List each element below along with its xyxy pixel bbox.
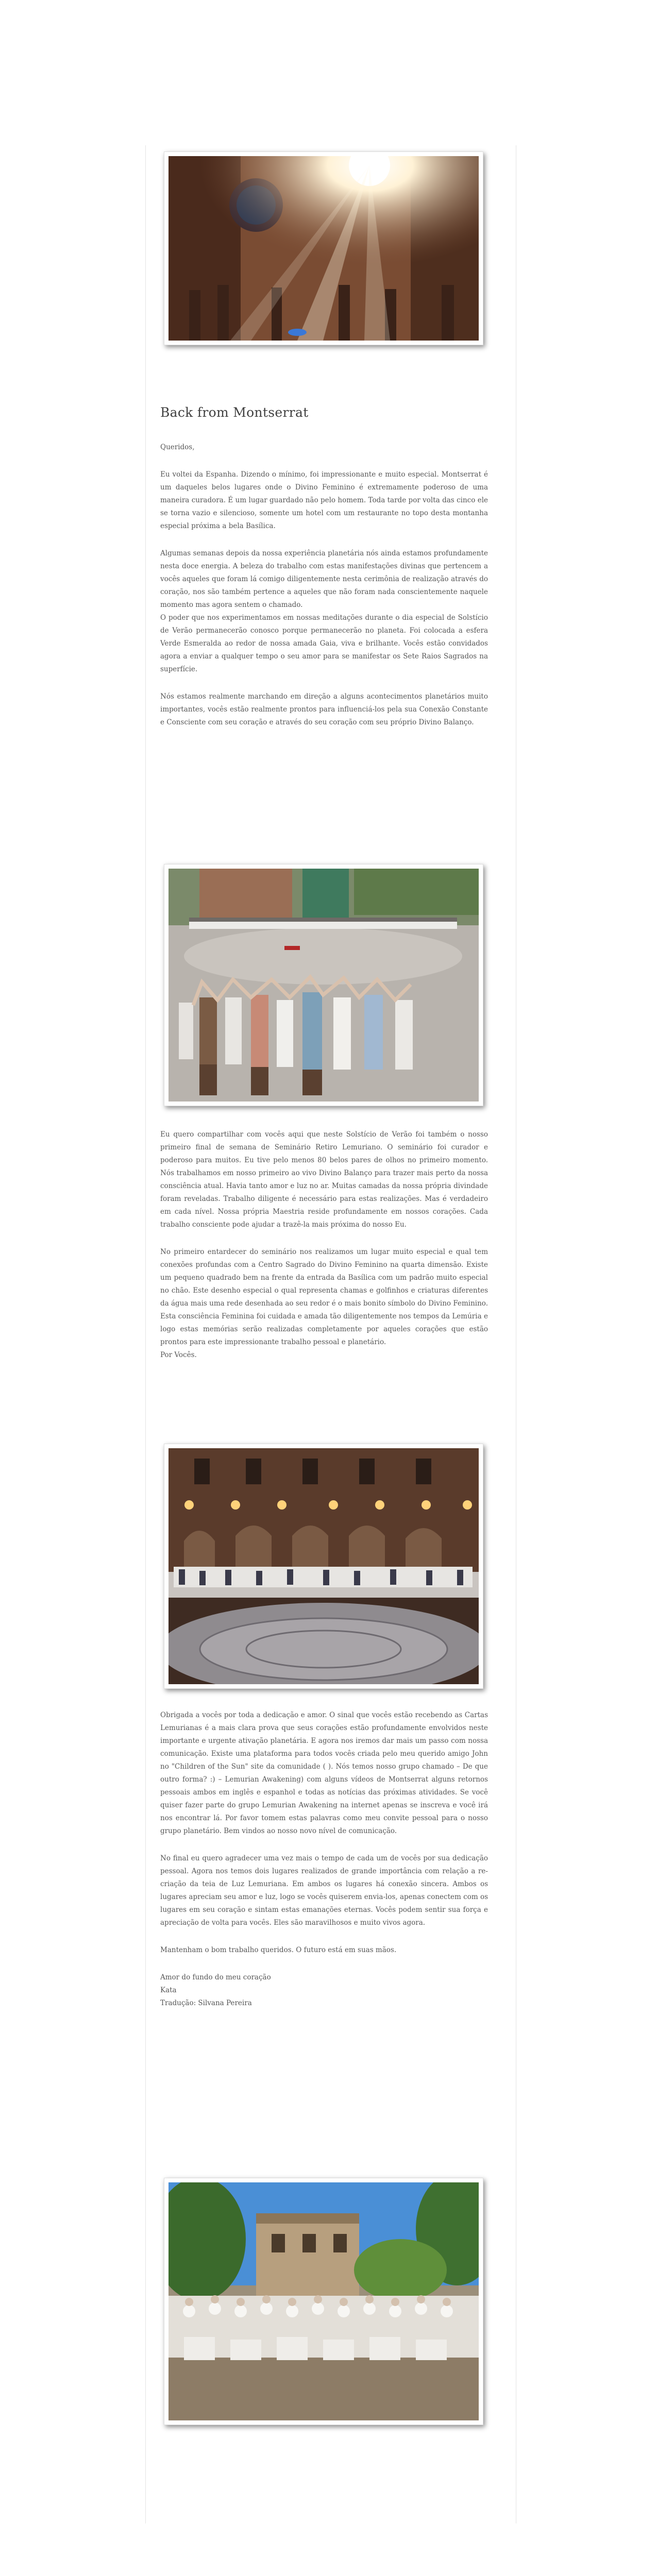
photo-canvas — [169, 869, 479, 1101]
basilica-illustration — [169, 156, 479, 341]
paragraph: Por Vocês. — [160, 1351, 197, 1359]
paragraph: Nós estamos realmente marchando em direção a alguns acontecimentos planetários muito importantes, vocês estão realmente prontos para influenciá-los pela sua Conexão Constante e Consciente com seu coração e através do seu coração com seu próprio Divino Balanço. — [160, 692, 488, 726]
photo-canvas — [169, 1448, 479, 1684]
photo-canvas — [169, 2182, 479, 2420]
paragraph: Obrigada a vocês por toda a dedicação e amor. O sinal que vocês estão recebendo as Cartas Lemurianas é a mais clara prova que seus corações estão profundamente envolvidos neste importante e urgente ativação planetária. E agora nos iremos dar mais um passo com nossa comunicação. Existe uma plataforma para todos vocês criada pelo meu querido amigo John no "Children of the Sun" site da comunidade ( ). Nós temos nosso grupo chamado – De que outro forma? :) – Lemurian Awakening) com alguns vídeos de Montserrat alguns retornos pessoais ambos em inglês e espanhol e todas as notícias das próximas atividades. Se você quiser fazer parte do grupo Lemurian Awakening na internet apenas se inscreva e você irá nos encontrar lá. Por favor tomem estas palavras como meu convite pessoal para o nosso grupo planetário. Bem vindos ao nosso novo nível de comunicação. — [160, 1711, 488, 1835]
signature-line: Kata — [160, 1986, 177, 1994]
paragraph: No final eu quero agradecer uma vez mais o tempo de cada um de vocês por sua dedicação pessoal. Agora nos temos dois lugares realizados de grande importância com relação a re-criação da teia de Luz Lemuriana. Em ambos os lugares há conexão sincera. Ambos os lugares apreciam seu amor e luz, logo se vocês quiserem envia-los, apenas conectem com os lugares em seu coração e sintam estas emanações eternas. Vocês podem sentir sua força e apreciação de volta para vocês. Eles são maravilhosos e muito vivos agora. — [160, 1854, 488, 1927]
courtyard-gathering-photo[interactable] — [164, 1444, 483, 1689]
group-outdoor-photo[interactable] — [164, 2178, 483, 2425]
group-illustration — [169, 2182, 479, 2420]
post-body-part-3 — [160, 1709, 488, 2010]
circle-of-people-photo[interactable] — [164, 864, 483, 1106]
basilica-interior-photo[interactable] — [164, 151, 483, 345]
photo-canvas — [169, 156, 479, 341]
circle-illustration — [169, 869, 479, 1101]
post-body-part-2 — [160, 1128, 488, 1362]
paragraph: Eu quero compartilhar com vocês aqui que neste Solstício de Verão foi também o nosso primeiro final de semana de Seminário Retiro Lemuriano. O seminário foi curador e poderoso para muitos. Eu tive pelo menos 80 belos pares de olhos no primeiro momento. Nós trabalhamos em nosso primeiro ao vivo Divino Balanço para trazer mais perto da nossa consciência atual. Havia tanto amor e luz no ar. Muitas camadas da nossa própria divindade foram reveladas. Trabalho diligente é necessário para estas realizações. Mas é verdadeiro em cada nível. Nossa própria Maestria reside profundamente em nossos corações. Cada trabalho consciente pode ajudar a trazê-la mais próxima do nosso Eu. — [160, 1130, 488, 1229]
paragraph: No primeiro entardecer do seminário nos realizamos um lugar muito especial e qual tem conexões profundas com a Centro Sagrado do Divino Feminino na quarta dimensão. Existe um pequeno quadrado bem na frente da entrada da Basílica com um padrão muito especial no chão. Este desenho especial o qual representa chamas e golfinhos e criaturas diferentes da água mais uma rede desenhada ao seu redor é o mais bonito símbolo do Divino Feminino. Esta consciência Feminina foi cuidada e amada tão diligentemente nos tempos da Lemúria e logo estas memórias serão realizadas completamente por aqueles corações que estão prontos para este impressionante trabalho pessoal e planetário. — [160, 1248, 488, 1346]
paragraph: Eu voltei da Espanha. Dizendo o mínimo, foi impressionante e muito especial. Montserrat é um daqueles belos lugares onde o Divino Feminino é extremamente poderoso de uma maneira curadora. É um lugar guardado não pelo homem. Toda tarde por volta das cinco ele se torna vazio e silencioso, somente um hotel com um restaurante no topo desta montanha especial próxima a bela Basílica. — [160, 470, 488, 530]
signature-line: Tradução: Silvana Pereira — [160, 1999, 252, 2007]
signature-line: Amor do fundo do meu coração — [160, 1973, 271, 1981]
paragraph: Mantenham o bom trabalho queridos. O futuro está em suas mãos. — [160, 1946, 397, 1954]
paragraph: O poder que nos experimentamos em nossas meditações durante o dia especial de Solstício de Verão permanecerão conosco porque permanecerão no planeta. Foi colocada a esfera Verde Esmeralda ao redor de nossa amada Gaia, viva e brilhante. Vocês estão convidados agora a enviar a qualquer tempo o seu amor para se manifestar os Sete Raios Sagrados na superfície. — [160, 614, 488, 673]
paragraph: Algumas semanas depois da nossa experiência planetária nós ainda estamos profundamente nesta doce energia. A beleza do trabalho com estas manifestações divinas que pertencem a vocês aqueles que foram lá comigo diligentemente nesta cerimônia de realização através do coração, nos são também pertence a aqueles que não foram nada conscientemente naquele momento mas agora sentem o chamado. — [160, 549, 488, 609]
blog-post-page — [145, 145, 516, 2523]
post-title[interactable]: Back from Montserrat — [160, 405, 309, 420]
greeting: Queridos, — [160, 443, 195, 451]
courtyard-illustration — [169, 1448, 479, 1684]
post-body-part-1 — [160, 441, 488, 729]
